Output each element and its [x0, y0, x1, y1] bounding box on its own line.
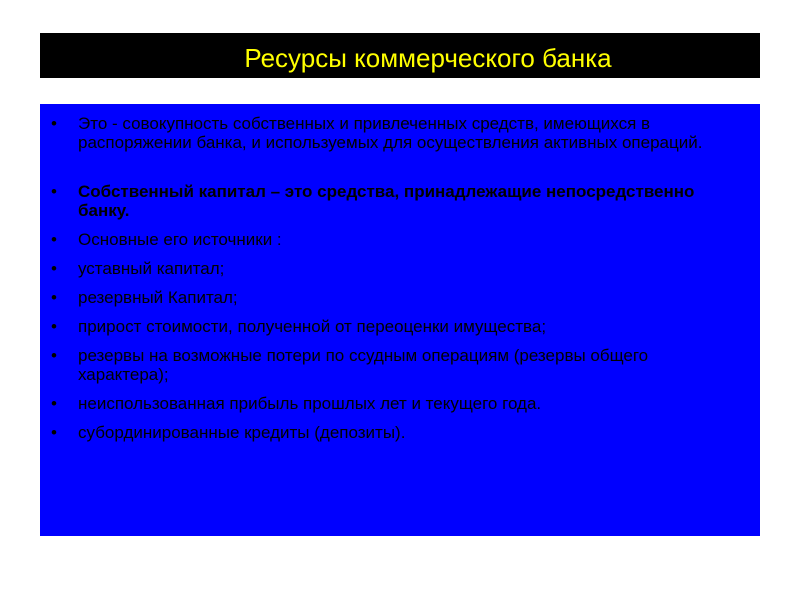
- bullet-text: прирост стоимости, полученной от переоценки имущества;: [78, 317, 547, 336]
- bullet-icon: •: [51, 394, 57, 413]
- bullet-icon: •: [51, 423, 57, 442]
- bullet-text: Основные его источники :: [78, 230, 282, 249]
- bullet-text: резервы на возможные потери по ссудным операциям (резервы общего характера);: [78, 346, 649, 384]
- bullet-icon: •: [51, 288, 57, 307]
- bullet-item: [40, 114, 760, 152]
- content-box: [40, 104, 760, 536]
- bullet-item: [40, 317, 760, 336]
- bullet-icon: •: [51, 317, 57, 336]
- bullet-text: Собственный капитал – это средства, принадлежащие непосредственно банку.: [78, 182, 695, 220]
- bullet-text: Это - совокупность собственных и привлеченных средств, имеющихся в распоряжении банка, и используемых для осуществления активных операций.: [78, 114, 703, 152]
- bullet-item: [40, 230, 760, 249]
- bullet-icon: •: [51, 259, 57, 278]
- title-bar: [40, 33, 760, 78]
- bullet-icon: •: [51, 230, 57, 249]
- bullet-text: уставный капитал;: [78, 259, 225, 278]
- bullet-item: [40, 259, 760, 278]
- bullet-text: неиспользованная прибыль прошлых лет и текущего года.: [78, 394, 542, 413]
- bullet-item: [40, 394, 760, 413]
- slide-title: Ресурсы коммерческого банка: [244, 43, 612, 73]
- bullet-list: [40, 114, 760, 452]
- bullet-icon: •: [51, 346, 57, 365]
- bullet-item: [40, 423, 760, 442]
- bullet-icon: •: [51, 114, 57, 133]
- bullet-item: [40, 346, 760, 384]
- bullet-item: [40, 182, 760, 220]
- bullet-icon: •: [51, 182, 57, 201]
- bullet-item: [40, 288, 760, 307]
- bullet-text: резервный Капитал;: [78, 288, 238, 307]
- bullet-text: субординированные кредиты (депозиты).: [78, 423, 406, 442]
